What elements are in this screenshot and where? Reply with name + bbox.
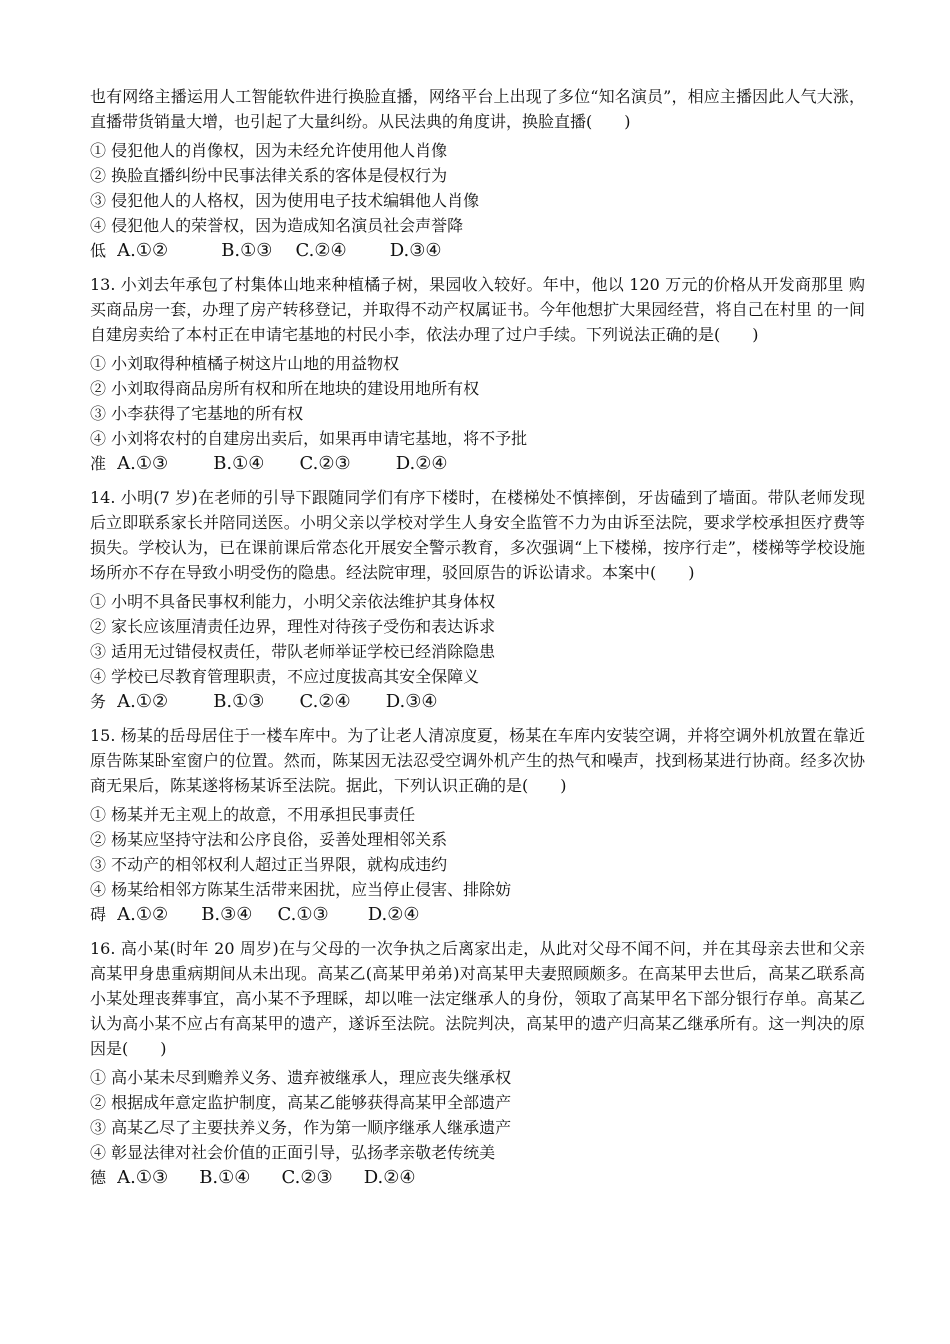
choice-b: B.①③	[213, 691, 265, 712]
answer-choices	[90, 238, 865, 264]
question-stem: 14. 小明(7 岁)在老师的引导下跟随同学们有序下楼时，在楼梯处不慎摔倒，牙齿磕到了墙面。带队老师发现后立即联系家长并陪同送医。小明父亲以学校对学生人身安全监管不力为由诉至法院，要求学校承担医疗费等损失。学校认为，已在课前课后常态化开展安全警示教育，多次强调“上下楼梯，按序行走”，楼梯等学校设施场所亦不存在导致小明受伤的隐患。经法院审理，驳回原告的诉讼请求。本案中( )	[90, 488, 865, 582]
choice-c: C.②④	[299, 691, 351, 712]
choice-c: C.②③	[299, 453, 351, 474]
option-4: ④ 侵犯他人的荣誉权，因为造成知名演员社会声誉降	[90, 216, 464, 235]
choice-c: C.②③	[281, 1167, 333, 1188]
choice-a: A.①②	[117, 904, 169, 925]
choice-b: B.③④	[201, 904, 253, 925]
question-stem: 16. 高小某(时年 20 周岁)在与父母的一次争执之后离家出走，从此对父母不闻不问，并在其母亲去世和父亲高某甲身患重病期间从未出现。高某乙(高某甲弟弟)对高某甲夫妻照顾颇多。在高某甲去世后，高某乙联系高小某处理丧葬事宜，高小某不予理睬，却以唯一法定继承人的身份，领取了高某甲名下部分银行存单。高某乙认为高小某不应占有高某甲的遗产，遂诉至法院。法院判决，高某甲的遗产归高某乙继承所有。这一判决的原因是( )	[90, 939, 865, 1058]
choice-a: A.①②	[117, 240, 169, 261]
option-3: ③ 侵犯他人的人格权，因为使用电子技术编辑他人肖像	[90, 191, 480, 210]
option-1: ① 高小某未尽到赡养义务、遗弃被继承人，理应丧失继承权	[90, 1068, 512, 1087]
option-2: ② 换脸直播纠纷中民事法律关系的客体是侵权行为	[90, 166, 448, 185]
choice-a: A.①③	[117, 1167, 169, 1188]
option-3: ③ 不动产的相邻权利人超过正当界限，就构成违约	[90, 855, 448, 874]
choice-b: B.①③	[221, 240, 273, 261]
option-tail: 德	[90, 1168, 107, 1187]
choice-d: D.②④	[363, 1167, 416, 1188]
exam-page	[90, 84, 865, 1199]
option-3: ③ 高某乙尽了主要扶养义务，作为第一顺序继承人继承遗产	[90, 1118, 512, 1137]
question-stem: 13. 小刘去年承包了村集体山地来种植橘子树，果园收入较好。年中，他以 120 万元的价格从开发商那里 购买商品房一套，办理了房产转移登记，并取得不动产权属证书。今年他想扩大果园经营，将自己在村里 的一间自建房卖给了本村正在申请宅基地的村民小李，依法办理了过户手续。下列说法正确的是( )	[90, 275, 865, 344]
option-1: ① 小明不具备民事权利能力，小明父亲依法维护其身体权	[90, 592, 496, 611]
choice-b: B.①④	[199, 1167, 251, 1188]
question-12	[90, 84, 865, 264]
choice-c: C.②④	[295, 240, 347, 261]
choice-b: B.①④	[213, 453, 265, 474]
option-2: ② 家长应该厘清责任边界，理性对待孩子受伤和表达诉求	[90, 617, 496, 636]
option-tail: 低	[90, 241, 107, 260]
option-4: ④ 小刘将农村的自建房出卖后，如果再申请宅基地，将不予批	[90, 429, 528, 448]
option-3: ③ 小李获得了宅基地的所有权	[90, 404, 304, 423]
choice-d: D.②④	[395, 453, 448, 474]
choice-c: C.①③	[277, 904, 329, 925]
option-4: ④ 杨某给相邻方陈某生活带来困扰，应当停止侵害、排除妨	[90, 880, 512, 899]
question-16	[90, 936, 865, 1191]
question-15	[90, 723, 865, 928]
choice-a: A.①③	[117, 453, 169, 474]
question-13	[90, 272, 865, 477]
question-14	[90, 485, 865, 715]
answer-choices	[90, 689, 865, 715]
choice-d: D.③④	[385, 691, 438, 712]
option-2: ② 杨某应坚持守法和公序良俗，妥善处理相邻关系	[90, 830, 448, 849]
answer-choices	[90, 902, 865, 928]
option-1: ① 侵犯他人的肖像权，因为未经允许使用他人肖像	[90, 141, 448, 160]
option-4: ④ 学校已尽教育管理职责，不应过度拔高其安全保障义	[90, 667, 480, 686]
answer-choices	[90, 1165, 865, 1191]
question-stem: 也有网络主播运用人工智能软件进行换脸直播，网络平台上出现了多位“知名演员”，相应主播因此人气大涨，直播带货销量大增，也引起了大量纠纷。从民法典的角度讲，换脸直播( )	[90, 87, 865, 131]
option-2: ② 小刘取得商品房所有权和所在地块的建设用地所有权	[90, 379, 480, 398]
option-tail: 务	[90, 692, 107, 711]
option-4: ④ 彰显法律对社会价值的正面引导，弘扬孝亲敬老传统美	[90, 1143, 496, 1162]
choice-d: D.③④	[389, 240, 442, 261]
option-tail: 准	[90, 454, 107, 473]
option-tail: 碍	[90, 905, 107, 924]
choice-a: A.①②	[117, 691, 169, 712]
option-3: ③ 适用无过错侵权责任，带队老师举证学校已经消除隐患	[90, 642, 496, 661]
option-1: ① 杨某并无主观上的故意，不用承担民事责任	[90, 805, 416, 824]
choice-d: D.②④	[367, 904, 420, 925]
question-stem: 15. 杨某的岳母居住于一楼车库中。为了让老人清凉度夏，杨某在车库内安装空调，并将空调外机放置在靠近原告陈某卧室窗户的位置。然而，陈某因无法忍受空调外机产生的热气和噪声，找到杨某进行协商。经多次协商无果后，陈某遂将杨某诉至法院。据此，下列认识正确的是( )	[90, 726, 865, 795]
option-1: ① 小刘取得种植橘子树这片山地的用益物权	[90, 354, 400, 373]
option-2: ② 根据成年意定监护制度，高某乙能够获得高某甲全部遗产	[90, 1093, 512, 1112]
answer-choices	[90, 451, 865, 477]
